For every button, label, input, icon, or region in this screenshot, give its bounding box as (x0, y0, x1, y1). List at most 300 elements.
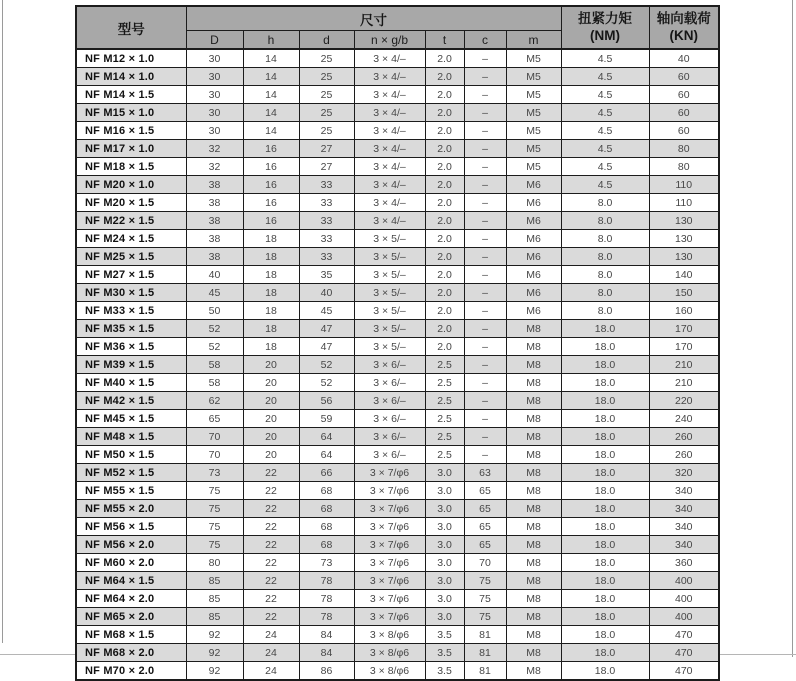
value-cell: 84 (299, 644, 354, 662)
value-cell: 18.0 (561, 590, 649, 608)
value-cell: – (464, 392, 506, 410)
value-cell: 30 (186, 49, 243, 68)
table-row (76, 230, 719, 248)
table-row (76, 194, 719, 212)
value-cell: 3 × 7/φ6 (354, 500, 425, 518)
value-cell: 2.0 (425, 230, 464, 248)
value-cell: 81 (464, 662, 506, 681)
value-cell: M6 (506, 212, 561, 230)
value-cell: 8.0 (561, 194, 649, 212)
value-cell: 52 (186, 320, 243, 338)
value-cell: 30 (186, 104, 243, 122)
value-cell: 3 × 8/φ6 (354, 626, 425, 644)
value-cell: 18 (243, 284, 299, 302)
header-model: 型号 (76, 6, 186, 49)
model-cell: NF M16 × 1.5 (76, 122, 186, 140)
model-cell: NF M48 × 1.5 (76, 428, 186, 446)
value-cell: 59 (299, 410, 354, 428)
value-cell: 22 (243, 590, 299, 608)
value-cell: 16 (243, 194, 299, 212)
value-cell: 360 (649, 554, 719, 572)
value-cell: M8 (506, 518, 561, 536)
model-cell: NF M56 × 2.0 (76, 536, 186, 554)
value-cell: 18.0 (561, 626, 649, 644)
value-cell: 18 (243, 338, 299, 356)
value-cell: 400 (649, 572, 719, 590)
value-cell: 60 (649, 122, 719, 140)
value-cell: 65 (464, 500, 506, 518)
value-cell: 25 (299, 49, 354, 68)
value-cell: 2.5 (425, 428, 464, 446)
value-cell: 85 (186, 608, 243, 626)
value-cell: 3 × 4/– (354, 68, 425, 86)
value-cell: 140 (649, 266, 719, 284)
value-cell: 45 (186, 284, 243, 302)
value-cell: 75 (186, 518, 243, 536)
value-cell: 2.0 (425, 266, 464, 284)
value-cell: 8.0 (561, 266, 649, 284)
value-cell: 33 (299, 176, 354, 194)
value-cell: 3 × 6/– (354, 446, 425, 464)
value-cell: 18.0 (561, 572, 649, 590)
value-cell: 73 (186, 464, 243, 482)
value-cell: – (464, 356, 506, 374)
value-cell: 260 (649, 428, 719, 446)
value-cell: 25 (299, 86, 354, 104)
value-cell: 3.0 (425, 536, 464, 554)
value-cell: 24 (243, 626, 299, 644)
value-cell: 68 (299, 536, 354, 554)
model-cell: NF M24 × 1.5 (76, 230, 186, 248)
value-cell: 3 × 7/φ6 (354, 518, 425, 536)
value-cell: M8 (506, 446, 561, 464)
value-cell: M8 (506, 356, 561, 374)
value-cell: 22 (243, 572, 299, 590)
table-row (76, 212, 719, 230)
model-cell: NF M12 × 1.0 (76, 49, 186, 68)
table-row (76, 176, 719, 194)
value-cell: 150 (649, 284, 719, 302)
header-col-d: d (299, 31, 354, 50)
table-row (76, 572, 719, 590)
value-cell: 18 (243, 230, 299, 248)
value-cell: 340 (649, 482, 719, 500)
value-cell: 18 (243, 248, 299, 266)
value-cell: 2.0 (425, 194, 464, 212)
value-cell: M6 (506, 230, 561, 248)
value-cell: 22 (243, 482, 299, 500)
value-cell: 2.0 (425, 338, 464, 356)
value-cell: 73 (299, 554, 354, 572)
table-row (76, 284, 719, 302)
value-cell: 47 (299, 338, 354, 356)
value-cell: 60 (649, 68, 719, 86)
value-cell: 16 (243, 212, 299, 230)
value-cell: 2.0 (425, 68, 464, 86)
value-cell: 18 (243, 320, 299, 338)
value-cell: 40 (649, 49, 719, 68)
header-axial-load-unit: (KN) (669, 27, 698, 43)
value-cell: 2.5 (425, 374, 464, 392)
value-cell: – (464, 176, 506, 194)
header-col-t: t (425, 31, 464, 50)
value-cell: 30 (186, 68, 243, 86)
value-cell: 8.0 (561, 230, 649, 248)
table-row (76, 374, 719, 392)
value-cell: 18 (243, 266, 299, 284)
value-cell: 3 × 7/φ6 (354, 590, 425, 608)
value-cell: 4.5 (561, 86, 649, 104)
table-row (76, 302, 719, 320)
table-row (76, 86, 719, 104)
value-cell: M8 (506, 644, 561, 662)
value-cell: 56 (299, 392, 354, 410)
value-cell: M8 (506, 662, 561, 681)
value-cell: 68 (299, 500, 354, 518)
value-cell: 27 (299, 140, 354, 158)
value-cell: 75 (186, 500, 243, 518)
table-row (76, 554, 719, 572)
header-col-D: D (186, 31, 243, 50)
value-cell: 33 (299, 194, 354, 212)
value-cell: 220 (649, 392, 719, 410)
model-cell: NF M30 × 1.5 (76, 284, 186, 302)
value-cell: 22 (243, 464, 299, 482)
value-cell: 110 (649, 176, 719, 194)
model-cell: NF M50 × 1.5 (76, 446, 186, 464)
value-cell: 3 × 7/φ6 (354, 554, 425, 572)
value-cell: 20 (243, 446, 299, 464)
value-cell: 60 (649, 104, 719, 122)
value-cell: 3 × 4/– (354, 49, 425, 68)
value-cell: 22 (243, 608, 299, 626)
value-cell: 14 (243, 122, 299, 140)
value-cell: 2.0 (425, 248, 464, 266)
value-cell: 45 (299, 302, 354, 320)
table-row (76, 49, 719, 68)
value-cell: 75 (464, 572, 506, 590)
value-cell: 18.0 (561, 320, 649, 338)
value-cell: 75 (464, 608, 506, 626)
value-cell: – (464, 230, 506, 248)
value-cell: 3 × 5/– (354, 302, 425, 320)
value-cell: 18 (243, 302, 299, 320)
model-cell: NF M60 × 2.0 (76, 554, 186, 572)
value-cell: 58 (186, 374, 243, 392)
value-cell: 81 (464, 626, 506, 644)
value-cell: 25 (299, 68, 354, 86)
value-cell: M6 (506, 302, 561, 320)
value-cell: 3 × 5/– (354, 338, 425, 356)
value-cell: 63 (464, 464, 506, 482)
value-cell: – (464, 212, 506, 230)
model-cell: NF M18 × 1.5 (76, 158, 186, 176)
value-cell: 50 (186, 302, 243, 320)
table-row (76, 122, 719, 140)
value-cell: 16 (243, 140, 299, 158)
value-cell: 62 (186, 392, 243, 410)
value-cell: – (464, 122, 506, 140)
header-col-c: c (464, 31, 506, 50)
value-cell: 3.0 (425, 590, 464, 608)
value-cell: 18.0 (561, 482, 649, 500)
value-cell: 130 (649, 230, 719, 248)
value-cell: 3 × 5/– (354, 230, 425, 248)
value-cell: 210 (649, 356, 719, 374)
value-cell: 18.0 (561, 662, 649, 681)
value-cell: 24 (243, 644, 299, 662)
value-cell: 20 (243, 428, 299, 446)
table-row (76, 392, 719, 410)
header-col-m: m (506, 31, 561, 50)
value-cell: 3 × 5/– (354, 248, 425, 266)
value-cell: 130 (649, 212, 719, 230)
value-cell: 47 (299, 320, 354, 338)
value-cell: 18.0 (561, 554, 649, 572)
value-cell: 170 (649, 338, 719, 356)
value-cell: – (464, 410, 506, 428)
value-cell: M6 (506, 248, 561, 266)
model-cell: NF M17 × 1.0 (76, 140, 186, 158)
value-cell: 2.0 (425, 212, 464, 230)
model-cell: NF M40 × 1.5 (76, 374, 186, 392)
value-cell: 8.0 (561, 248, 649, 266)
value-cell: 3 × 8/φ6 (354, 662, 425, 681)
value-cell: 33 (299, 212, 354, 230)
value-cell: – (464, 374, 506, 392)
value-cell: – (464, 320, 506, 338)
table-row (76, 536, 719, 554)
value-cell: 3 × 4/– (354, 176, 425, 194)
value-cell: 340 (649, 500, 719, 518)
value-cell: 340 (649, 536, 719, 554)
value-cell: 33 (299, 230, 354, 248)
model-cell: NF M27 × 1.5 (76, 266, 186, 284)
value-cell: 2.0 (425, 86, 464, 104)
value-cell: 210 (649, 374, 719, 392)
value-cell: 2.0 (425, 104, 464, 122)
value-cell: 65 (464, 482, 506, 500)
value-cell: M8 (506, 572, 561, 590)
header-col-n-gb: n × g/b (354, 31, 425, 50)
value-cell: 24 (243, 662, 299, 681)
value-cell: 8.0 (561, 284, 649, 302)
value-cell: 3 × 5/– (354, 284, 425, 302)
table-row (76, 626, 719, 644)
value-cell: M8 (506, 482, 561, 500)
value-cell: 20 (243, 356, 299, 374)
value-cell: M8 (506, 464, 561, 482)
value-cell: 20 (243, 392, 299, 410)
value-cell: 3 × 4/– (354, 86, 425, 104)
value-cell: 3 × 7/φ6 (354, 536, 425, 554)
value-cell: 75 (186, 482, 243, 500)
value-cell: 3 × 6/– (354, 410, 425, 428)
value-cell: 18.0 (561, 446, 649, 464)
value-cell: 3.0 (425, 572, 464, 590)
value-cell: M8 (506, 374, 561, 392)
value-cell: 22 (243, 518, 299, 536)
value-cell: 27 (299, 158, 354, 176)
value-cell: 14 (243, 68, 299, 86)
page-right-edge-line (792, 0, 793, 657)
value-cell: 8.0 (561, 212, 649, 230)
value-cell: 68 (299, 482, 354, 500)
value-cell: 470 (649, 626, 719, 644)
model-cell: NF M15 × 1.0 (76, 104, 186, 122)
value-cell: M5 (506, 68, 561, 86)
value-cell: 81 (464, 644, 506, 662)
value-cell: 70 (464, 554, 506, 572)
model-cell: NF M36 × 1.5 (76, 338, 186, 356)
value-cell: M8 (506, 392, 561, 410)
value-cell: M8 (506, 320, 561, 338)
model-cell: NF M52 × 1.5 (76, 464, 186, 482)
value-cell: 2.0 (425, 122, 464, 140)
value-cell: 320 (649, 464, 719, 482)
value-cell: 75 (464, 590, 506, 608)
spec-table (75, 5, 720, 681)
value-cell: 18.0 (561, 338, 649, 356)
value-cell: – (464, 86, 506, 104)
value-cell: 22 (243, 536, 299, 554)
value-cell: 2.0 (425, 284, 464, 302)
value-cell: – (464, 284, 506, 302)
value-cell: M5 (506, 140, 561, 158)
table-row (76, 518, 719, 536)
table-body (76, 49, 719, 680)
value-cell: 8.0 (561, 302, 649, 320)
value-cell: 18.0 (561, 518, 649, 536)
value-cell: 14 (243, 104, 299, 122)
value-cell: – (464, 302, 506, 320)
value-cell: 2.0 (425, 320, 464, 338)
header-axial-load-label: 轴向载荷 (656, 10, 711, 26)
value-cell: M8 (506, 338, 561, 356)
value-cell: 4.5 (561, 104, 649, 122)
value-cell: – (464, 266, 506, 284)
value-cell: 38 (186, 212, 243, 230)
value-cell: 18.0 (561, 464, 649, 482)
value-cell: M5 (506, 86, 561, 104)
value-cell: 20 (243, 374, 299, 392)
value-cell: 18.0 (561, 608, 649, 626)
value-cell: 58 (186, 356, 243, 374)
value-cell: 130 (649, 248, 719, 266)
value-cell: 470 (649, 662, 719, 681)
value-cell: 40 (299, 284, 354, 302)
value-cell: 3 × 6/– (354, 392, 425, 410)
value-cell: M8 (506, 590, 561, 608)
value-cell: 22 (243, 554, 299, 572)
value-cell: 52 (299, 356, 354, 374)
value-cell: 70 (186, 446, 243, 464)
value-cell: 85 (186, 590, 243, 608)
value-cell: 32 (186, 158, 243, 176)
value-cell: – (464, 104, 506, 122)
value-cell: 2.5 (425, 410, 464, 428)
value-cell: 18.0 (561, 392, 649, 410)
value-cell: 3 × 6/– (354, 374, 425, 392)
value-cell: M8 (506, 554, 561, 572)
table-row (76, 104, 719, 122)
value-cell: 84 (299, 626, 354, 644)
model-cell: NF M55 × 2.0 (76, 500, 186, 518)
model-cell: NF M35 × 1.5 (76, 320, 186, 338)
model-cell: NF M22 × 1.5 (76, 212, 186, 230)
value-cell: M8 (506, 428, 561, 446)
value-cell: M8 (506, 536, 561, 554)
value-cell: 78 (299, 608, 354, 626)
value-cell: 18.0 (561, 536, 649, 554)
value-cell: 3.0 (425, 482, 464, 500)
value-cell: 400 (649, 590, 719, 608)
model-cell: NF M33 × 1.5 (76, 302, 186, 320)
value-cell: 64 (299, 446, 354, 464)
value-cell: 25 (299, 104, 354, 122)
value-cell: 38 (186, 176, 243, 194)
value-cell: 3.0 (425, 554, 464, 572)
model-cell: NF M56 × 1.5 (76, 518, 186, 536)
header-row-top (76, 6, 719, 31)
model-cell: NF M70 × 2.0 (76, 662, 186, 681)
value-cell: 4.5 (561, 176, 649, 194)
value-cell: 80 (649, 158, 719, 176)
value-cell: M8 (506, 608, 561, 626)
table-row (76, 482, 719, 500)
model-cell: NF M45 × 1.5 (76, 410, 186, 428)
value-cell: 2.0 (425, 140, 464, 158)
value-cell: 65 (464, 536, 506, 554)
value-cell: 18.0 (561, 374, 649, 392)
value-cell: M5 (506, 122, 561, 140)
value-cell: M8 (506, 410, 561, 428)
value-cell: 86 (299, 662, 354, 681)
table-row (76, 410, 719, 428)
value-cell: 92 (186, 626, 243, 644)
value-cell: 65 (464, 518, 506, 536)
value-cell: 3 × 5/– (354, 320, 425, 338)
value-cell: 18.0 (561, 500, 649, 518)
page-left-edge-line (2, 0, 3, 643)
value-cell: 2.0 (425, 158, 464, 176)
model-cell: NF M42 × 1.5 (76, 392, 186, 410)
value-cell: 80 (649, 140, 719, 158)
value-cell: 2.0 (425, 176, 464, 194)
value-cell: – (464, 68, 506, 86)
model-cell: NF M39 × 1.5 (76, 356, 186, 374)
value-cell: 65 (186, 410, 243, 428)
table-row (76, 428, 719, 446)
value-cell: 66 (299, 464, 354, 482)
value-cell: – (464, 158, 506, 176)
model-cell: NF M20 × 1.0 (76, 176, 186, 194)
value-cell: M6 (506, 266, 561, 284)
value-cell: 30 (186, 122, 243, 140)
table-row (76, 356, 719, 374)
value-cell: 4.5 (561, 49, 649, 68)
value-cell: 340 (649, 518, 719, 536)
table-row (76, 500, 719, 518)
value-cell: M6 (506, 194, 561, 212)
value-cell: 33 (299, 248, 354, 266)
value-cell: – (464, 338, 506, 356)
value-cell: – (464, 49, 506, 68)
table-row (76, 662, 719, 681)
value-cell: 3 × 7/φ6 (354, 572, 425, 590)
value-cell: 240 (649, 410, 719, 428)
value-cell: 78 (299, 572, 354, 590)
